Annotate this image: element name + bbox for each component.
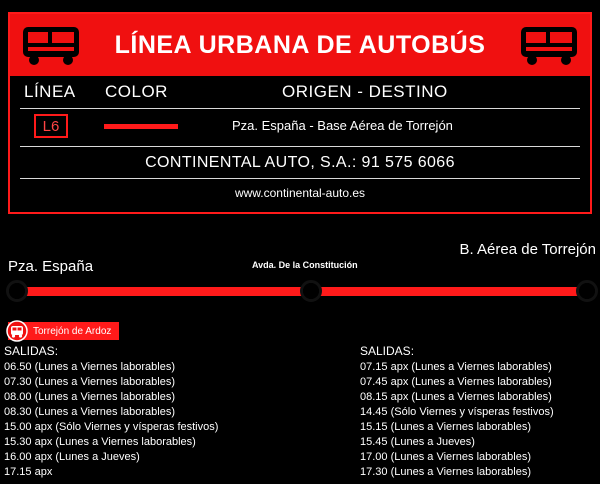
- stop-dot-middle[interactable]: [300, 280, 322, 302]
- list-item: 08.00 (Lunes a Viernes laborables): [4, 391, 176, 403]
- company-row: [10, 148, 590, 178]
- divider: [20, 178, 580, 179]
- line-badge: L6: [34, 114, 68, 138]
- list-item: 06.50 (Lunes a Viernes laborables): [4, 361, 176, 373]
- company-info: CONTINENTAL AUTO, S.A.: 91 575 6066: [145, 154, 455, 171]
- list-item: 15.45 (Lunes a Jueves): [360, 436, 475, 448]
- route-origin-destination: Pza. España - Base Aérea de Torrejón: [232, 118, 453, 133]
- departures-section: [0, 344, 600, 484]
- column-header-linea: LÍNEA: [24, 82, 76, 101]
- stop-label-middle: Avda. De la Constitución: [252, 260, 358, 270]
- column-header-color: COLOR: [105, 82, 168, 101]
- list-item: 16.00 apx (Lunes a Jueves): [4, 451, 140, 463]
- line-color-swatch: [104, 124, 178, 129]
- panel-header: [10, 14, 590, 76]
- list-item: 08.30 (Lunes a Viernes laborables): [4, 406, 176, 418]
- locality-tag: [8, 322, 119, 340]
- departures-column-left: [4, 344, 218, 480]
- column-headers: [10, 80, 590, 110]
- page-title: LÍNEA URBANA DE AUTOBÚS: [114, 30, 486, 59]
- list-item: 17.15 apx: [4, 466, 53, 478]
- column-header-origen-destino: ORIGEN - DESTINO: [282, 82, 448, 101]
- website-row: [10, 180, 590, 206]
- stop-dot-end[interactable]: [576, 280, 598, 302]
- list-item: 17.00 (Lunes a Viernes laborables): [360, 451, 532, 463]
- stop-dot-start[interactable]: [6, 280, 28, 302]
- website-link[interactable]: www.continental-auto.es: [234, 186, 366, 200]
- stop-label-start: Pza. España: [8, 258, 94, 275]
- departures-column-right: [360, 344, 554, 480]
- departures-heading: SALIDAS:: [360, 344, 415, 358]
- locality-label: Torrejón de Ardoz: [33, 325, 112, 337]
- list-item: 15.30 apx (Lunes a Viernes laborables): [4, 436, 196, 448]
- list-item: 07.15 apx (Lunes a Viernes laborables): [360, 361, 552, 373]
- list-item: 08.15 apx (Lunes a Viernes laborables): [360, 391, 552, 403]
- departures-heading: SALIDAS:: [4, 344, 59, 358]
- info-panel: [8, 12, 592, 214]
- list-item: 07.30 (Lunes a Viernes laborables): [4, 376, 176, 388]
- bus-circle-icon: [6, 320, 28, 342]
- divider: [20, 146, 580, 147]
- stop-label-end: B. Aérea de Torrejón: [459, 241, 596, 258]
- route-diagram: [0, 232, 600, 312]
- list-item: 14.45 (Sólo Viernes y vísperas festivos): [360, 406, 554, 418]
- list-item: 15.15 (Lunes a Viernes laborables): [360, 421, 532, 433]
- bus-icon: [20, 24, 82, 66]
- route-row: [10, 110, 590, 146]
- divider: [20, 108, 580, 109]
- list-item: 07.45 apx (Lunes a Viernes laborables): [360, 376, 552, 388]
- bus-icon: [518, 24, 580, 66]
- list-item: 15.00 apx (Sólo Viernes y vísperas festivos): [4, 421, 219, 433]
- list-item: 17.30 (Lunes a Viernes laborables): [360, 466, 532, 478]
